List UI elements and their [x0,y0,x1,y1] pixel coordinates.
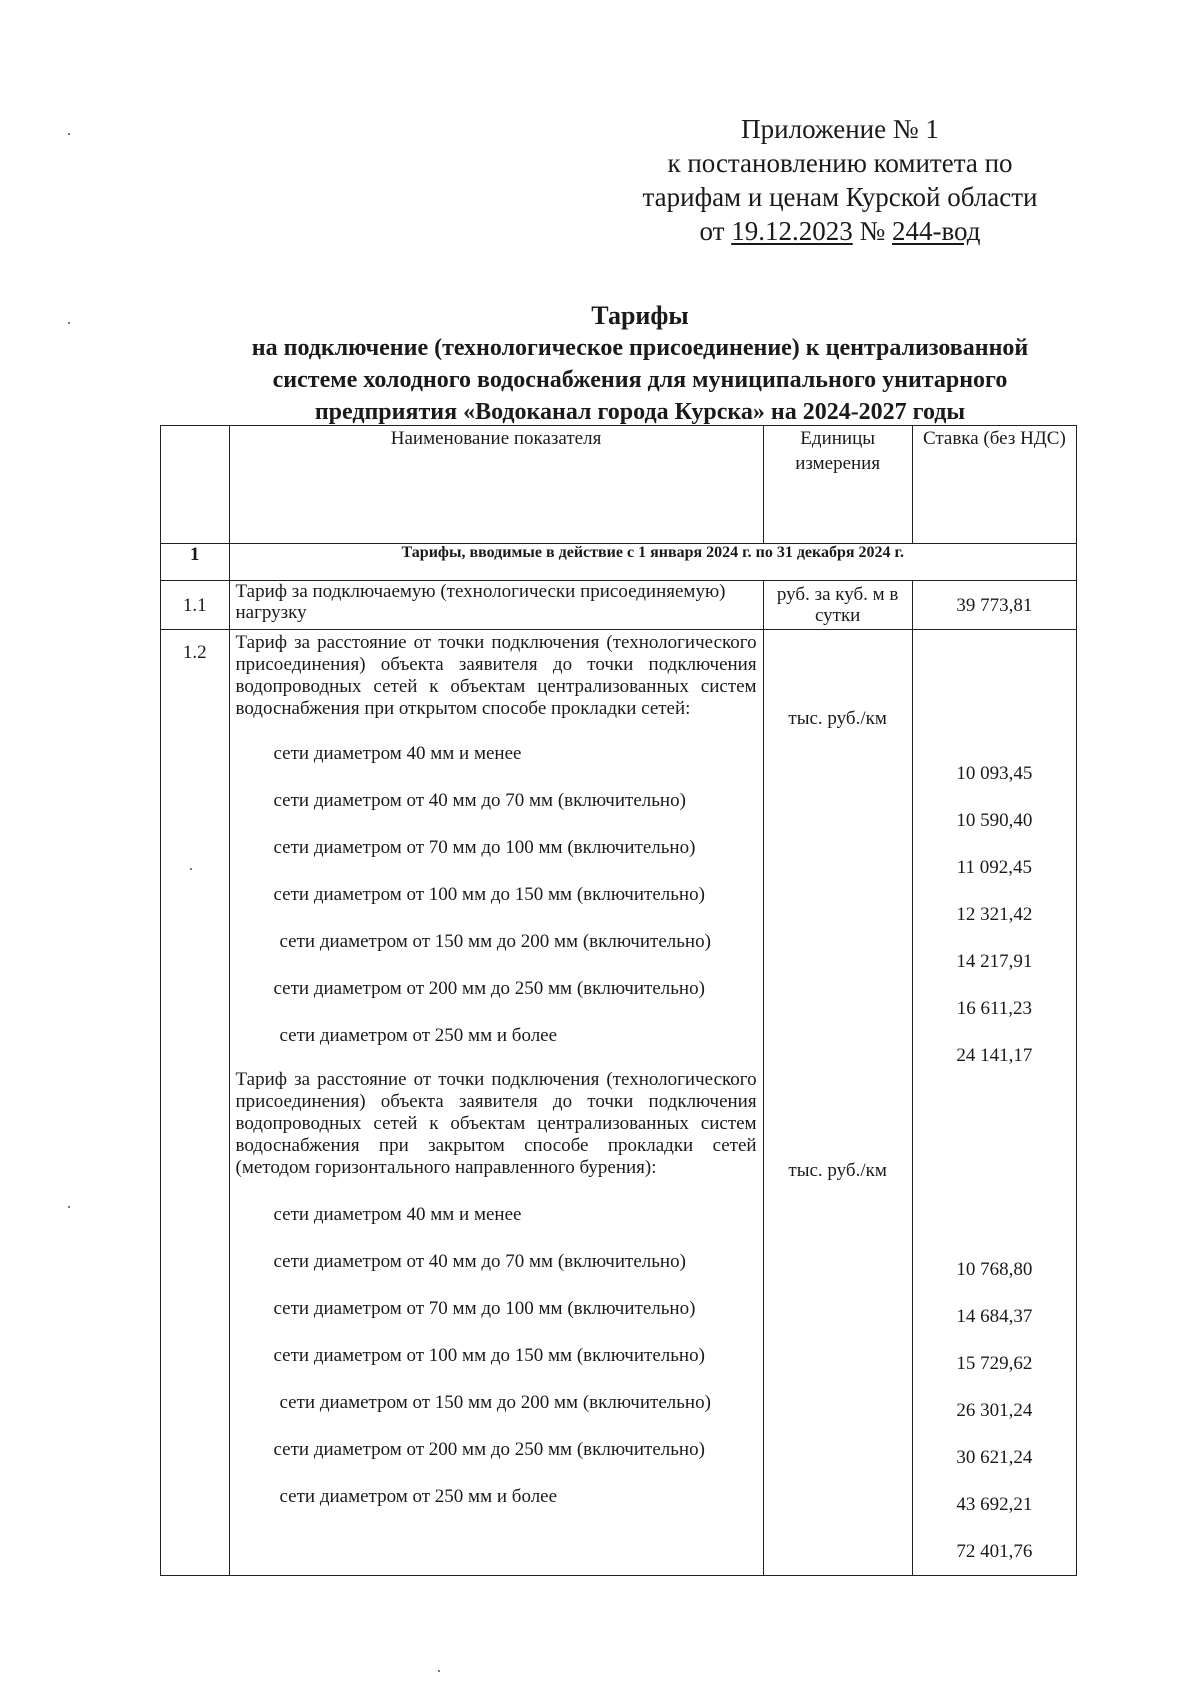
tariff-item-name: сети диаметром от 200 мм до 250 мм (включительно) [273,978,705,999]
resolution-number: 244-вод [891,216,981,246]
tariff-item-rate: 24 141,17 [956,1045,1033,1066]
title-main: Тарифы [591,301,689,330]
title-line1: на подключение (технологическое присоединение) к централизованной [251,335,1029,361]
tariff-item-name: сети диаметром от 200 мм до 250 мм (включительно) [273,1439,705,1460]
title-line3: предприятия «Водоканал города Курска» на 2024-2027 годы [314,399,966,425]
tariff-item-rate: 10 590,40 [956,810,1033,831]
tariff-item-rate: 15 729,62 [956,1353,1033,1374]
closed-method-description: Тариф за расстояние от точки подключения (технологического присоединения) объекта заявителя до точки подключения водопроводных сетей к объектам централизованных систем водоснабжения при закрытом способе прокладки сетей (методом горизонтального направленного бурения): [235,1069,757,1178]
row-1-2-rate-cell [912,630,1076,1576]
tariff-item-rate: 14 684,37 [956,1306,1033,1327]
tariff-item-rate: 26 301,24 [956,1400,1033,1421]
closed-method-items [230,1191,763,1520]
tariff-item-name: сети диаметром от 70 мм до 100 мм (включительно) [273,837,696,858]
row-1-1-unit: руб. за куб. м в сутки [763,581,912,630]
tariff-item-name: сети диаметром от 150 мм до 200 мм (включительно) [279,1392,711,1413]
open-method-description: Тариф за расстояние от точки подключения (технологического присоединения) объекта заявителя до точки подключения водопроводных сетей к объектам централизованных систем водоснабжения при открытом способе прокладки сетей: [235,632,757,719]
tariff-item-name: сети диаметром от 40 мм до 70 мм (включительно) [273,1251,686,1272]
scan-speck [68,1206,70,1208]
number-sign: № [859,216,886,246]
resolution-date: 19.12.2023 [731,216,853,246]
appendix-line2: к постановлению комитета по [667,148,1013,178]
row-1-1-num: 1.1 [161,581,230,630]
section-row [161,544,1077,581]
tariff-item-name: сети диаметром от 250 мм и более [279,1486,558,1507]
row-1-2-name-cell [229,630,763,1576]
scan-speck [68,322,70,324]
row-1-1-rate: 39 773,81 [912,581,1076,630]
tariff-item-rate: 16 611,23 [956,998,1032,1019]
tariff-item-name: сети диаметром от 150 мм до 200 мм (включительно) [279,931,711,952]
tariff-item-rate: 10 768,80 [956,1259,1033,1280]
tariff-item-rate: 72 401,76 [956,1541,1033,1562]
appendix-line3: тарифам и ценам Курской области [642,182,1038,212]
tariff-item-rate: 10 093,45 [956,763,1033,784]
header-name: Наименование показателя [229,426,763,544]
tariff-item-rate: 12 321,42 [956,904,1033,925]
tariff-item-rate: 11 092,45 [956,857,1032,878]
table-row [161,630,1077,1576]
closed-method-unit: тыс. руб./км [788,1160,887,1181]
tariff-item-name: сети диаметром от 100 мм до 150 мм (включительно) [273,1345,705,1366]
tariff-item-rate: 14 217,91 [956,951,1033,972]
document-title [150,300,1130,428]
open-method-unit: тыс. руб./км [788,708,887,729]
row-1-2-unit-cell [763,630,912,1576]
row-1-1-name: Тариф за подключаемую (технологически присоединяемую) нагрузку [229,581,763,630]
appendix-number: Приложение № 1 [741,114,939,144]
date-prefix: от [699,216,725,246]
title-line2: системе холодного водоснабжения для муниципального унитарного [272,367,1008,393]
appendix-header [600,112,1080,248]
tariff-table [160,425,1077,1576]
section-label: Тарифы, вводимые в действие с 1 января 2024 г. по 31 декабря 2024 г. [229,544,1076,581]
tariff-item-rate: 43 692,21 [956,1494,1033,1515]
scan-speck [68,133,70,135]
header-unit: Единицы измерения [763,426,912,544]
open-method-rates [913,750,1076,1079]
scan-speck [190,868,192,870]
tariff-item-name: сети диаметром 40 мм и менее [273,743,522,764]
tariff-item-name: сети диаметром 40 мм и менее [273,1204,522,1225]
appendix-date-line [600,214,1080,248]
open-method-items [230,730,763,1059]
row-1-2-num: 1.2 [161,630,230,1576]
tariff-item-name: сети диаметром от 70 мм до 100 мм (включительно) [273,1298,696,1319]
header-num [161,426,230,544]
tariff-item-name: сети диаметром от 100 мм до 150 мм (включительно) [273,884,705,905]
closed-method-rates [913,1246,1076,1575]
tariff-item-name: сети диаметром от 40 мм до 70 мм (включительно) [273,790,686,811]
header-rate: Ставка (без НДС) [912,426,1076,544]
table-header-row [161,426,1077,544]
section-num: 1 [161,544,230,581]
tariff-item-rate: 30 621,24 [956,1447,1033,1468]
tariff-item-name: сети диаметром от 250 мм и более [279,1025,558,1046]
scan-speck [438,1670,440,1672]
table-row [161,581,1077,630]
